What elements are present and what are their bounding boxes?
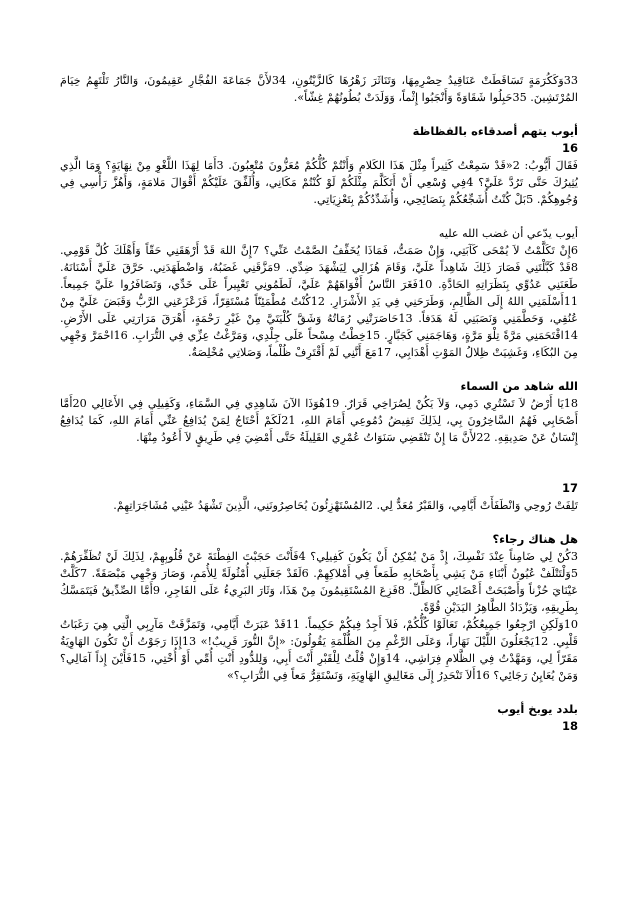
spacer	[60, 684, 578, 701]
spacer	[60, 514, 578, 531]
section-heading: بلدد يوبخ أيوب	[497, 702, 578, 716]
paragraph: أيوب يدّعي أن غضب الله عليه	[438, 227, 578, 240]
paragraph: 10وَلَكِنِ ارْجِعُوا جَمِيعُكُمْ، تَعَالَوْا كُلُّكُمْ، فَلاَ أَجِدُ فِيكُمْ حَكِيماً. 11قَدْ عَبَرَتْ أَيَّامِي، وَتَمَزَّقَتْ مَآرِبِي الَّتِي هِيَ رَغَبَاتُ قَلْبِي. 12يَجْعَلُونَ اللَّيْلَ نَهَاراً، وَعَلَى الرَّغْمِ مِنَ الظُّلْمَةِ يَقُولُونَ: «إِنَّ النُّورَ قَرِيبٌ!» 13إِذَا رَجَوْتُ أَنْ تَكُونَ الهَاوِيَةُ مَقَرّاً لِي، وَمَهَّدْتُ فِي الظَّلامِ فِرَاشِي، 14وَإِنْ قُلْتُ لِلْقَبْرِ أَنْتَ أَبِي، وَلِلدُّودِ أَنْتِ أُمِّي أَوْ أُخْتِي، 15فَأَيْنَ إِذاً آمَالِي؟ وَمَنْ يُعَايِنُ رَجَائِي؟ 16أَلاَ تَنْحَدِرُ إِلَى مَغَالِيقِ الهَاوِيَةِ، وَنَسْتَقِرُّ مَعاً فِي التُّرَابِ؟»	[60, 618, 579, 682]
chapter-number: 16	[561, 141, 578, 155]
spacer	[60, 446, 578, 480]
document-page	[60, 72, 578, 873]
paragraph: 18يَا أَرْضُ لاَ تَسْتُرِي دَمِي، وَلاَ يَكُنْ لِصُرَاخِي قَرَارٌ. 19هُوَذَا الآنَ شَاهِدِي فِي السَّمَاءِ، وَكَفِيلِي فِي الأَعَالِي 20أَمَّا أَصْحَابِي فَهُمُ السَّاخِرُونَ بِي، لِذَلِكَ تَفِيضُ دُمُوعِي أَمَامَ اللهِ، 21لَكَمْ أَحْتَاجُ لِمَنْ يُدَافِعُ عَنِّي أَمَامَ اللهِ، كَمَا يُدَافِعُ إِنْسَانٌ عَنْ صَدِيقِهِ. 22لأَنَّ مَا إِنْ تَنْقَضِي سَنَوَاتُ عُمْرِي القَلِيلَةُ حَتَّى أَمْضِيَ فِي طَرِيقٍ لاَ أَعُودُ مِنْهَا.	[60, 397, 579, 444]
paragraph: 6إِنْ تَكَلَّمْتُ لاَ يُمْحَى كَآبَتِي، وَإِنْ صَمَتُّ، فَمَاذَا يُخَفِّفُ الصَّمْتُ عَنِّي؟ 7إِنَّ اللهَ قَدْ أَرْهَقَنِي حَقّاً وَأَهْلَكَ كُلَّ قَوْمِي. 8قَدْ كَبَّلْتَنِي فَصَارَ ذَلِكَ شَاهِداً عَلَيَّ، وَقَامَ هُزَالِي لِيَشْهَدَ ضِدِّي. 9مَزَّقَنِي غَضَبُهُ، وَاضْطَهَدَنِي. حَرَّقَ عَلَيَّ أَسْنَانَهُ. طَعَنَنِي عَدُوِّي بِنَظَرَاتِهِ الحَادَّةِ. 10فَغَرَ النَّاسُ أَفْوَاهَهُمْ عَلَيَّ، لَطَمُونِي تَعْيِيراً عَلَى خَدِّي، وَتَضَافَرُوا عَلَيَّ جَمِيعاً. 11أَسْلَمَنِي اللهُ إِلَى الظَّالِمِ، وَطَرَحَنِي فِي يَدِ الأَشْرَارِ. 12كُنْتُ مُطْمَئِنّاً مُسْتَقِرّاً، فَزَعْزَعَنِي الرَّبُّ وَقَبَضَ عَلَيَّ مِنْ عُنُقِي، وَحَطَّمَنِي وَنَصَبَنِي لَهُ هَدَفاً. 13حَاصَرَتْنِي رُمَاتُهُ وَشَقَّ كُلْيَتَيَّ مِنْ غَيْرِ رَحْمَةٍ، أَهْرَقَ مَرَارَتِي عَلَى الأَرْضِ. 14اقْتَحَمَنِي مَرَّةً تِلْوَ مَرَّةٍ، وَهَاجَمَنِي كَجَبَّارٍ. 15خِطْتُ مِسْحاً عَلَى جِلْدِي، وَمَرَّغْتُ عِزِّي فِي التُّرَابِ. 16احْمَرَّ وَجْهِي مِنَ البُكَاءِ، وَغَشِيَتْ ظِلالُ المَوْتِ أَهْدَابِي، 17مَعَ أَنَّنِي لَمْ أَقْتَرِفْ ظُلْماً، وَصَلاتِي مُخْلِصَةٌ.	[60, 244, 578, 359]
paragraph: تَلِفَتْ رُوحِي وَانْطَفَأَتْ أَيَّامِي، وَالقَبْرُ مُعَدٌّ لِي. 2المُسْتَهْزِئُونَ يُحَاصِرُونَنِي، الَّذِينَ تَشْهَدُ عَيْنِي مُشَاجَرَاتِهِمْ.	[113, 499, 578, 512]
paragraph: 33وَكَكُرَمَةٍ تَسَاقَطَتْ عَنَاقِيدُ حِصْرِمِهَا، وَتَنَاثَرَ زَهْرُهَا كَالزَّيْتُونِ، 34لأَنَّ جَمَاعَةَ الفُجَّارِ عَقِيمُونَ، وَالنَّارُ تَلْتَهِمُ خِيَامَ المُرْتَشِينَ. 35حَبِلُوا شَقَاوَةً وَأَنْجَبُوا إِثْماً، وَوَلَدَتْ بُطُونُهُمْ غِشّاً».	[60, 74, 578, 104]
paragraph: فَقَالَ أَيُّوبُ: 2«قَدْ سَمِعْتُ كَثِيراً مِثْلَ هَذَا الكَلامِ وَأَنْتُمْ كُلُّكُمْ مُعَزُّونَ مُتْعِبُونَ. 3أَمَا لِهَذَا اللَّغْوِ مِنْ نِهَايَةٍ؟ وَمَا الَّذِي يُثِيرُكَ حَتَّى تَرُدَّ عَلَيَّ؟ 4فِي وُسْعِي أَنْ أَتَكَلَّمَ مِثْلَكُمْ لَوْ كُنْتُمْ مَكَانِي، وَأُلَفِّقَ عَلَيْكُمْ أَقْوَالَ مَلامَةٍ، وَأَهُزَّ رَأْسِي فِي وُجُوهِكُمْ. 5بَلْ كُنْتُ أُشَجِّعُكُمْ بِنَصَائِحِي، وَأُشَدِّدُكُمْ بِتَعْزِيَاتِي.	[60, 159, 578, 206]
section-heading: الله شاهد من السماء	[460, 379, 578, 393]
chapter-number: 17	[561, 481, 578, 495]
spacer	[60, 208, 578, 225]
section-heading: هل هناك رجاء؟	[492, 532, 578, 546]
chapter-number: 18	[561, 719, 578, 733]
spacer	[60, 361, 578, 378]
spacer	[60, 106, 578, 123]
section-heading: أيوب يتهم أصدقاءه بالفظاظة	[412, 124, 578, 138]
paragraph: 3كُنْ لِي ضَامِناً عِنْدَ نَفْسِكَ، إِذْ مَنْ يُمْكِنُ أَنْ يَكُونَ كَفِيلِي؟ 4فَأَنْتَ حَجَبْتَ الفِطْنَةَ عَنْ قُلُوبِهِمْ، لِذَلِكَ لَنْ تُظَفِّرَهُمْ. 5وَلْتَتْلَفْ عُيُونُ أَبْنَاءِ مَنْ يَشِي بِأَصْحَابِهِ طَمَعاً فِي أَمْلاكِهِمْ. 6لَقَدْ جَعَلَنِي أُمْثُولَةً لِلأُمَمِ، وَصَارَ وَجْهِي مَبْصَقَةً. 7كَلَّتْ عَيْنَايَ حُزْناً وَأَصْبَحَتْ أَعْضَائِي كَالظِّلِّ. 8فَزِعَ المُسْتَقِيمُونَ مِنْ هَذَا، وَثَارَ البَرِيءُ عَلَى الفَاجِرِ، 9أَمَّا الصِّدِّيقُ فَيَتَمَسَّكُ بِطَرِيقِهِ، وَيَزْدَادُ الطَّاهِرُ اليَدَيْنِ قُوَّةً.	[60, 550, 578, 614]
